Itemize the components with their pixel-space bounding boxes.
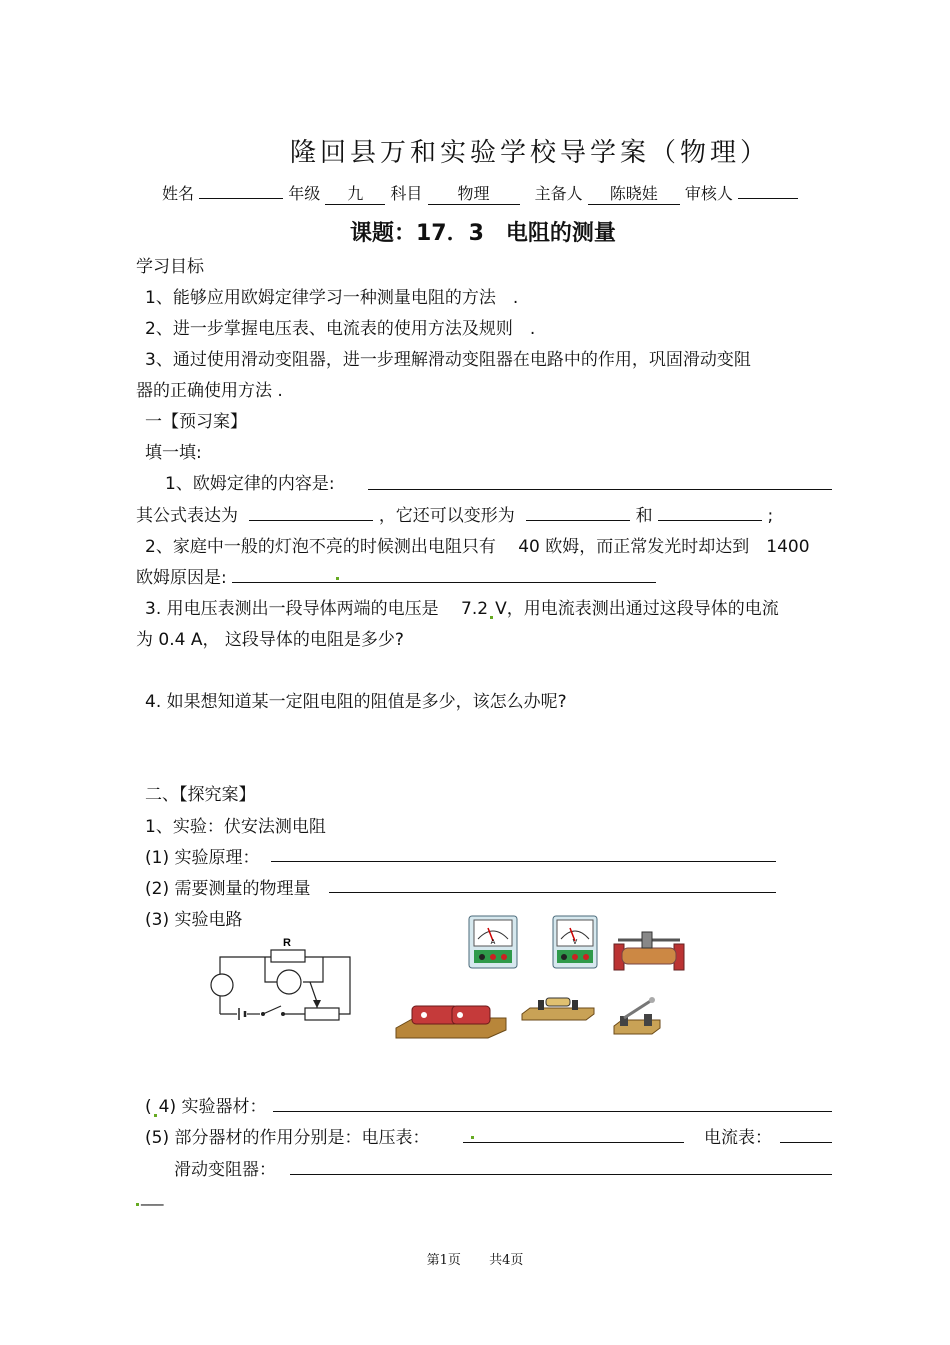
school-title: 隆回县万和实验学校导学案（物理） [290, 138, 771, 168]
q1-and: 和 [635, 506, 653, 526]
objective-3: 3、通过使用滑动变阻器，进一步理解滑动变阻器在电路中的作用，巩固滑动变阻 [145, 350, 751, 370]
quantities-label: (2) 需要测量的物理量 [145, 879, 311, 899]
page-total: 共4页 [489, 1253, 524, 1268]
roles-label: (5) 部分器材的作用分别是：电压表： [145, 1128, 430, 1148]
explore-heading: 二、【探究案】 [145, 785, 256, 805]
circuit-label: (3) 实验电路 [145, 910, 243, 930]
document-header [150, 118, 826, 248]
stray-mark [336, 577, 339, 580]
preview-heading: 一【预习案】 [145, 412, 247, 432]
stray-mark [471, 1136, 474, 1139]
apparatus-blank[interactable] [273, 1094, 832, 1112]
battery-icon [394, 998, 508, 1040]
voltmeter-icon [552, 915, 598, 969]
apparatus-text: 4) 实验器材： [158, 1097, 267, 1117]
rheostat-role-label: 滑动变阻器： [174, 1160, 276, 1180]
q1-label: 1、欧姆定律的内容是: [165, 474, 335, 494]
q2-reason-line [136, 563, 656, 588]
apparatus-paren: ( [145, 1097, 152, 1117]
name-blank [199, 180, 283, 199]
q1-formula-label: 其公式表达为 [136, 506, 238, 526]
subject-value: 物理 [428, 184, 520, 205]
reviewer-label: 审核人 [684, 184, 733, 203]
trailing-blank [134, 1188, 164, 1206]
switch-icon [612, 996, 662, 1036]
objectives-heading: 学习目标 [136, 257, 204, 277]
reviewer-blank [738, 180, 798, 199]
q3-text-end: V，用电流表测出通过这段导体的电流 [495, 599, 779, 619]
principle-blank[interactable] [271, 845, 776, 862]
q1-transform-blank-2[interactable] [658, 502, 762, 521]
resistor-label: R [283, 937, 291, 949]
header-info-row [162, 180, 798, 205]
voltmeter-role-blank[interactable] [463, 1125, 684, 1143]
experiment-title: 1、实验：伏安法测电阻 [145, 817, 326, 837]
quantities-blank[interactable] [329, 876, 776, 893]
voltmeter-letter: V [572, 939, 578, 946]
trailing-line: ___ [141, 1188, 164, 1206]
q2-text: 2、家庭中一般的灯泡不亮的时候测出电阻只有 40 欧姆，而正常发光时却达到 1400 [145, 537, 810, 557]
objective-3-cont: 器的正确使用方法 . [136, 381, 283, 401]
objective-2: 2、进一步掌握电压表、电流表的使用方法及规则 . [145, 319, 536, 339]
ammeter-icon [468, 915, 518, 969]
ammeter-role-label: 电流表： [704, 1128, 772, 1148]
ammeter-role-blank[interactable] [780, 1125, 832, 1143]
rheostat-icon [612, 928, 686, 974]
q3-line-2: 为 0.4 A， 这段导体的电阻是多少? [136, 630, 404, 650]
principle-label: (1) 实验原理： [145, 848, 260, 868]
q1-formula-line [136, 501, 773, 526]
lesson-title: 课题：17．3 电阻的测量 [350, 221, 616, 246]
q1-answer-line[interactable] [368, 472, 832, 490]
q2-reason-label: 欧姆原因是: [136, 568, 227, 588]
ammeter-letter: A [490, 939, 496, 946]
preparer-label: 主备人 [534, 184, 583, 203]
grade-label: 年级 [288, 184, 321, 203]
fill-label: 填一填: [145, 443, 202, 463]
subject-label: 科目 [390, 184, 423, 203]
stray-mark [490, 616, 493, 619]
preparer-value: 陈晓娃 [588, 184, 680, 205]
page-number: 第1页 [426, 1253, 461, 1268]
rheostat-role-blank[interactable] [290, 1157, 832, 1175]
name-label: 姓名 [162, 184, 195, 203]
q1-transform-label: ，它还可以变形为 [378, 506, 515, 526]
q2-reason-blank[interactable] [232, 564, 656, 583]
resistor-icon [520, 994, 596, 1022]
page-footer [0, 1249, 950, 1268]
q1-formula-blank[interactable] [249, 502, 373, 521]
grade-value: 九 [325, 184, 385, 205]
q1-end: ; [767, 506, 774, 526]
stray-mark [136, 1203, 139, 1206]
stray-mark [154, 1114, 157, 1117]
apparatus-label [145, 1092, 267, 1117]
q3-line-1 [145, 594, 779, 619]
q1-transform-blank-1[interactable] [526, 502, 630, 521]
circuit-diagram [205, 932, 365, 1027]
objective-1: 1、能够应用欧姆定律学习一种测量电阻的方法 . [145, 288, 519, 308]
q3-text-start: 3. 用电压表测出一段导体两端的电压是 7.2 [145, 599, 489, 619]
q4-text: 4. 如果想知道某一定阻电阻的阻值是多少，该怎么办呢? [145, 692, 567, 712]
